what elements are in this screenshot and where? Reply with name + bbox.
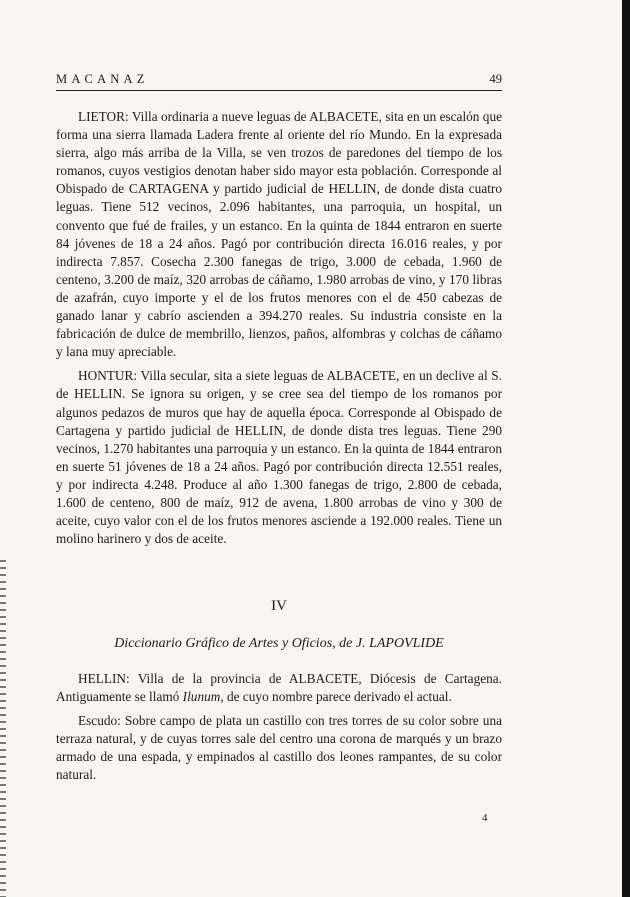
hellin-text-end: de cuyo nombre parece derivado el actual.: [223, 689, 452, 705]
section-body: [56, 670, 502, 791]
section-title: Diccionario Gráfico de Artes y Oficios, de J. LAPOVLIDE: [114, 636, 444, 651]
paragraph-escudo: Escudo: Sobre campo de plata un castillo con tres torres de su color sobre una terraza natural, y de cuyas torres sale del centro una corona de marqués y un brazo armado de una espada, y empinados al castillo dos leones rampantes, de su color natural.: [56, 713, 502, 783]
signature-mark: 4: [482, 812, 488, 824]
hellin-ancient-name: Ilunum,: [182, 689, 224, 705]
paragraph-hellin: [56, 670, 502, 706]
header-rule: [56, 90, 502, 91]
paragraph-lietor: LIETOR: Villa ordinaria a nueve leguas de ALBACETE, sita en un escalón que forma una sierra llamada Ladera frente al oriente del río Mundo. En la expresada sierra, algo más arriba de la Villa, se ven trozos de paredones del tiempo de los romanos, cuyos vestigios denotan haber sido mayor esta población. Corresponde al Obispado de CARTAGENA y partido judicial de HELLIN, de donde dista cuatro leguas. Tiene 512 vecinos, 2.096 habitantes, una parroquia, un hospital, un convento que fué de frailes, y un estanco. En la quinta de 1844 entraron en suerte 84 jóvenes de 18 a 24 años. Pagó por contribución directa 16.016 reales, y por indirecta 7.857. Cosecha 2.300 fanegas de trigo, 3.000 de cebada, 1.960 de centeno, 3.200 de maíz, 320 arrobas de cáñamo, 1.980 arrobas de vino, y 170 libras de azafrán, cuyo importe y el de los frutos menores con el de 450 cabezas de ganado lanar y cabrío ascienden a 394.270 reales. Su industria consiste en la fabricación de dulce de membrillo, lienzos, paños, alfombras y colchas de cáñamo y lana muy apreciable.: [56, 109, 502, 360]
page-number: 49: [489, 72, 502, 86]
running-header: [56, 72, 502, 92]
hellin-text-start: HELLIN: Villa de la provincia de ALBACETE, Diócesis de Cartagena. Antiguamente se llamó: [56, 671, 502, 705]
main-text: [56, 108, 502, 554]
running-title: MACANAZ: [56, 72, 149, 86]
section-number: IV: [271, 598, 287, 614]
scan-edge-right: [622, 0, 630, 897]
scan-edge-left: [0, 560, 6, 897]
paragraph-hontur: HONTUR: Villa secular, sita a siete leguas de ALBACETE, en un declive al S. de HELLIN. Se ignora su origen, y se cree sea del tiempo de los romanos por algunos pedazos de muros que hay de aquella época. Corresponde al Obispado de Cartagena y partido judicial de HELLIN, de donde dista tres leguas. Tiene 290 vecinos, 1.270 habitantes una parroquia y un estanco. En la quinta de 1844 entraron en suerte 51 jóvenes de 18 a 24 años. Pagó por contribución directa 12.551 reales, y por indirecta 4.248. Produce al año 1.300 fanegas de trigo, 2.800 de cebada, 1.600 de centeno, 800 de maíz, 912 de avena, 1.800 arrobas de vino y 300 de aceite, cuyo valor con el de los frutos menores asciende a 192.000 reales. Tiene un molino harinero y dos de aceite.: [56, 368, 502, 547]
